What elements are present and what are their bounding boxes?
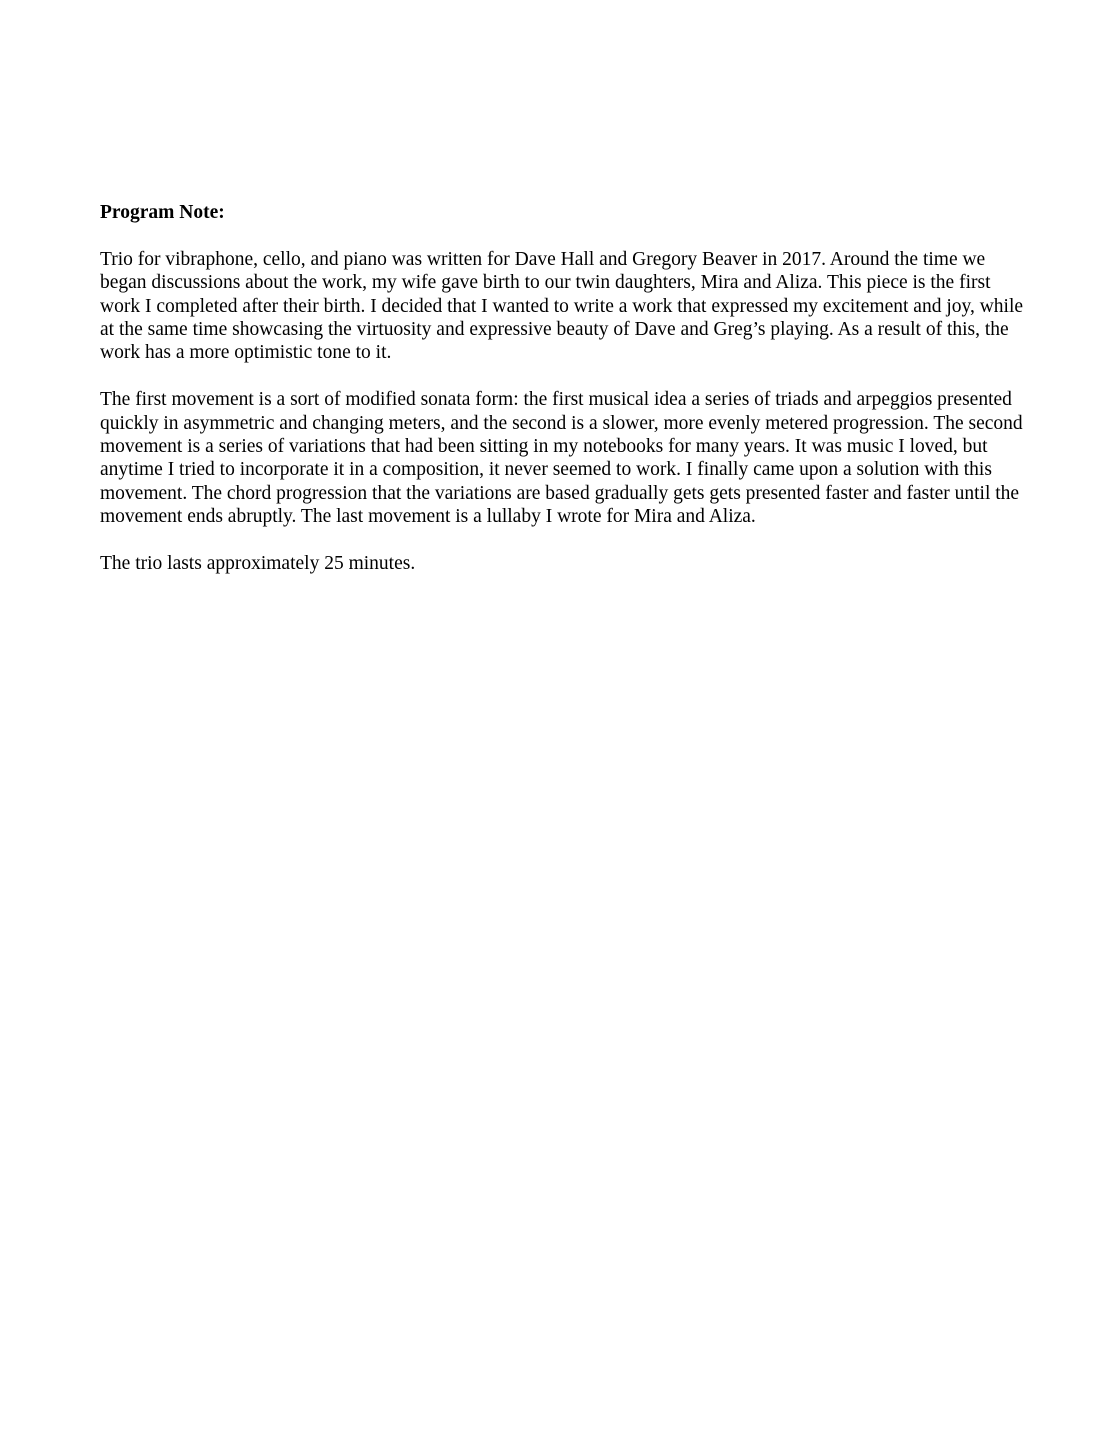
paragraph-duration: The trio lasts approximately 25 minutes. [100,553,416,575]
paragraph-movements: The first movement is a sort of modified sonata form: the first musical idea a series of triads and arpeggios presented quickly in asymmetric and changing meters, and the second is a slower, more evenly metered progression. The second movement is a series of variations that had been sitting in my notebooks for many years. It was music I loved, but anytime I tried to incorporate it in a composition, it never seemed to work. I finally came upon a solution with this movement. The chord progression that the variations are based gradually gets gets presented faster and faster until the movement ends abruptly. The last movement is a lullaby I wrote for Mira and Aliza. [100,389,1023,528]
page-title: Program Note: [100,202,225,223]
paragraph-intro: Trio for vibraphone, cello, and piano was written for Dave Hall and Gregory Beaver in 2017. Around the time we began discussions about the work, my wife gave birth to our twin daughters, Mira and Aliza. This piece is the first work I completed after their birth. I decided that I wanted to write a work that expressed my excitement and joy, while at the same time showcasing the virtuosity and expressive beauty of Dave and Greg’s playing. As a result of this, the work has a more optimistic tone to it. [100,248,1024,364]
program-note [100,201,1025,575]
